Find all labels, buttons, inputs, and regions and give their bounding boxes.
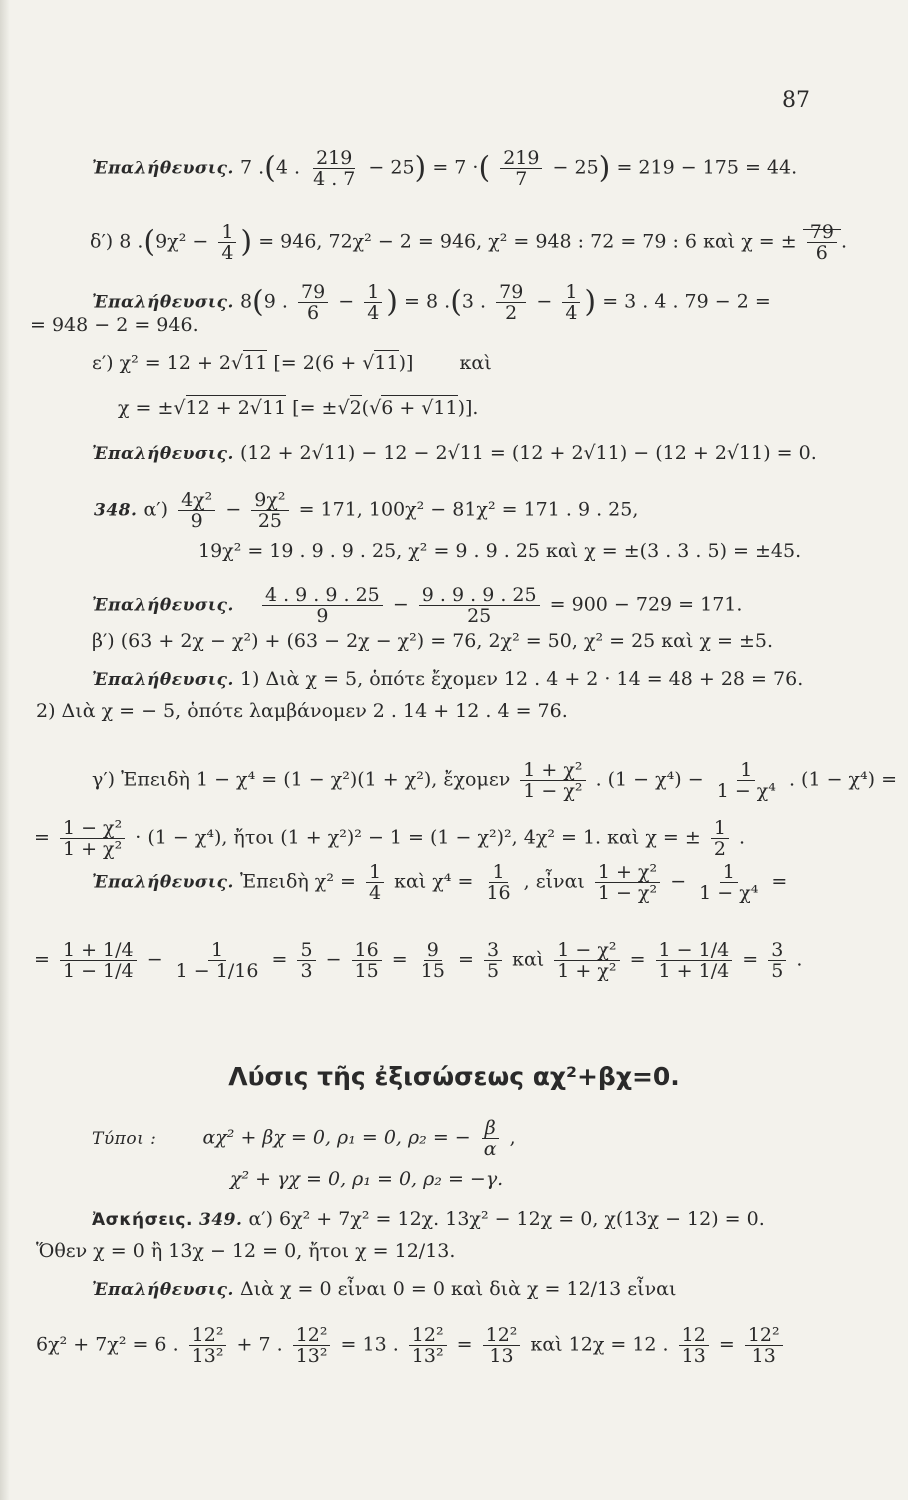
verification-label: Ἐπαλήθευσις. [92, 292, 234, 313]
numerator: 1 − 1/4 [656, 940, 733, 961]
expr: − 25 [368, 156, 415, 179]
sqrt-radicand: 11 [243, 352, 268, 374]
denominator: 1 − χ⁴ [716, 780, 776, 802]
sqrt-radicand: 12 + 2√11 [185, 397, 287, 419]
numerator: 1 [208, 940, 226, 961]
fraction [714, 760, 779, 801]
numerator: 1 [364, 282, 382, 303]
fraction [251, 490, 288, 531]
verification-label: Ἐπαλήθευσις. [92, 670, 234, 690]
denominator: 13² [411, 1345, 444, 1367]
exercise-epsilon [92, 352, 492, 374]
numerator: 12² [189, 1325, 227, 1346]
exercise-gamma [92, 760, 897, 801]
denominator: 25 [467, 605, 492, 627]
exercise-348-result: 19χ² = 19 . 9 . 9 . 25, χ² = 9 . 9 . 25 καὶ χ = ±(3 . 3 . 5) = ±45. [198, 540, 802, 562]
expr: 3 . [461, 290, 487, 313]
denominator: 13 [751, 1345, 776, 1367]
fraction [745, 1325, 783, 1366]
fraction [483, 862, 513, 903]
expr: [= ±√ [292, 397, 350, 419]
denominator: 7 [515, 168, 528, 190]
fraction [218, 222, 236, 263]
fraction [60, 940, 137, 981]
fraction [366, 862, 384, 903]
expr: − [146, 948, 163, 971]
expr: − [325, 948, 342, 971]
expr: . [738, 826, 745, 849]
denominator: 16 [486, 882, 511, 904]
numerator: 79 [496, 282, 526, 303]
denominator: 6 [307, 302, 320, 324]
numerator: 4 . 9 . 9 . 25 [262, 585, 383, 606]
fraction [484, 940, 502, 981]
denominator: 9 [316, 605, 329, 627]
numerator: 1 + χ² [595, 862, 660, 883]
formula-line-1 [92, 1118, 516, 1159]
sqrt-radicand: 6 + √11 [381, 397, 458, 419]
numerator: 79 [298, 282, 328, 303]
denominator: 4 [221, 242, 234, 264]
denominator: 1 − 1/4 [62, 960, 134, 982]
expr: [= 2(6 + √ [273, 352, 375, 374]
expr: = [629, 948, 646, 971]
expr: = 13 . [340, 1333, 399, 1356]
denominator: 4 [368, 882, 382, 904]
numerator: 1 − χ² [554, 940, 619, 961]
fraction [711, 818, 729, 859]
fraction [352, 940, 382, 981]
exercise-number: 349. [199, 1210, 243, 1230]
fraction [554, 940, 619, 981]
expr: . (1 − χ⁴) − [595, 768, 704, 791]
exercise-number: 348. [94, 500, 138, 521]
fraction [364, 282, 382, 323]
numerator: 1 + χ² [520, 760, 585, 781]
expr: 4 . [275, 156, 301, 179]
exercise-349-result: Ὅθεν χ = 0 ἢ 13χ − 12 = 0, ἤτοι χ = 12/13. [36, 1240, 456, 1262]
expr: = 171, 100χ² − 81χ² = 171 . 9 . 25, [298, 498, 639, 521]
denominator: 1 − 1/16 [175, 960, 259, 982]
numerator: 12 [679, 1325, 709, 1346]
expr: αχ² + βχ = 0, ρ₁ = 0, ρ₂ = − [202, 1126, 471, 1149]
verification-line-5 [92, 668, 803, 691]
expr: = [742, 948, 759, 971]
denominator: 9 [190, 510, 203, 532]
numerator: 79 [807, 222, 837, 243]
formula-line-2: χ² + γχ = 0, ρ₁ = 0, ρ₂ = −γ. [230, 1168, 504, 1190]
expr: = [271, 948, 288, 971]
numerator: 12² [483, 1325, 521, 1346]
exercise-348 [94, 490, 638, 531]
expr: − [392, 593, 409, 616]
fraction [409, 1325, 447, 1366]
denominator: 2 [713, 838, 726, 860]
expr: = [391, 948, 408, 971]
fraction [173, 940, 262, 981]
expr: α′) 6χ² + 7χ² = 12χ. 13χ² − 12χ = 0, χ(13χ − 12) = 0. [248, 1208, 765, 1230]
verification-label: Ἐπαλήθευσις. [92, 872, 234, 893]
fraction [483, 1325, 521, 1366]
fraction [297, 940, 315, 981]
verification-fractions [34, 940, 802, 981]
denominator: 13 [489, 1345, 514, 1367]
expr: 9 . [263, 290, 288, 313]
denominator: 4 . 7 [313, 168, 356, 190]
expr: 7 . [239, 156, 265, 179]
numerator: 3 [484, 940, 502, 961]
numerator: 9χ² [251, 490, 288, 511]
expr: (12 + 2√11) − 12 − 2√11 = (12 + 2√11) − (12 + 2√11) = 0. [239, 442, 817, 464]
sqrt-radicand: 2 [349, 397, 362, 419]
denominator: 5 [771, 960, 784, 982]
numerator: 1 [218, 222, 236, 243]
denominator: 4 [565, 302, 578, 324]
denominator: 1 − χ² [597, 882, 658, 904]
denominator: 13² [191, 1345, 224, 1367]
expr: )]. [457, 397, 479, 419]
numerator: 1 + 1/4 [60, 940, 137, 961]
numerator: 9 [424, 940, 442, 961]
numerator: 1 [366, 862, 384, 883]
expr: − [225, 498, 242, 521]
fraction [419, 585, 540, 626]
expr: = 946, 72χ² − 2 = 946, χ² = 948 : 72 = 79 : 6 καὶ χ = ± [258, 230, 797, 253]
fraction [310, 148, 358, 189]
expr: γ′) Ἐπειδὴ 1 − χ⁴ = (1 − χ²)(1 + χ²), ἔχομεν [92, 768, 511, 791]
fraction [500, 148, 542, 189]
expr: = 8 . [404, 290, 451, 313]
fraction [178, 490, 215, 531]
exercise-beta: β′) (63 + 2χ − χ²) + (63 − 2χ − χ²) = 76, 2χ² = 50, χ² = 25 καὶ χ = ±5. [92, 630, 774, 652]
fraction [562, 282, 580, 323]
denominator: 25 [257, 510, 282, 532]
fraction [807, 222, 837, 263]
verification-line-6 [92, 862, 787, 903]
numerator: β [482, 1118, 499, 1139]
sqrt [803, 221, 841, 264]
expr: (√ [361, 397, 382, 419]
numerator: 12² [409, 1325, 447, 1346]
verification-line-3 [92, 442, 817, 465]
numerator: 1 − χ² [60, 818, 125, 839]
fraction [189, 1325, 227, 1366]
denominator: 3 [300, 960, 313, 982]
numerator: 1 [711, 818, 729, 839]
fraction [679, 1325, 709, 1366]
verification-label: Ἐπαλήθευσις. [92, 444, 234, 464]
page-edge [0, 0, 10, 1500]
verification-label: Ἐπαλήθευσις. [92, 158, 234, 179]
fraction [293, 1325, 331, 1366]
expr: , εἶναι [523, 870, 585, 893]
verification-label: Ἐπαλήθευσις. [92, 595, 234, 616]
expr: = [34, 826, 50, 849]
expr: − 25 [552, 156, 599, 179]
expr: 9χ² − [155, 230, 209, 253]
expr: καὶ [512, 948, 545, 971]
expr: − [338, 290, 355, 313]
expr: Διὰ χ = 0 εἶναι 0 = 0 καὶ διὰ χ = 12/13 εἶναι [239, 1278, 677, 1300]
verification-line-1: Ἐπαλήθευσις. 7 .(4 . $\frac{219}{4 . 7}$ − 25) = 7 ·( $\frac{219}{7}$ − 25) = 219 − 175 = 44. [92, 147, 798, 190]
sqrt-radicand: 11 [374, 352, 399, 374]
numerator: 3 [768, 940, 786, 961]
fraction [696, 862, 761, 903]
section-heading: Λύσις τῆς ἐξισώσεως αχ²+βχ=0. [228, 1062, 680, 1091]
expr: 8 [239, 290, 253, 313]
verification-case-2: 2) Διὰ χ = − 5, ὁπότε λαμβάνομεν 2 . 14 + 12 . 4 = 76. [36, 700, 568, 722]
expr: 1) Διὰ χ = 5, ὁπότε ἔχομεν 12 . 4 + 2 · 14 = 48 + 28 = 76. [239, 668, 804, 690]
numerator: 219 [313, 148, 355, 169]
denominator: 4 [367, 302, 380, 324]
conjunction: καὶ [459, 352, 492, 374]
fraction [481, 1118, 500, 1159]
expr: = [456, 1333, 473, 1356]
numerator: 12² [293, 1325, 331, 1346]
expr: = [718, 1333, 735, 1356]
denominator: 1 + χ² [62, 838, 123, 860]
exercises-label: Ἀσκήσεις. [92, 1210, 193, 1230]
fraction [768, 940, 786, 981]
verification-line-7 [92, 1278, 676, 1301]
exercise-delta: δ′) 8 .(9χ² − $\frac{1}{4}$ ) = 946, 72χ² − 2 = 946, χ² = 948 : 72 = 79 : 6 καὶ χ = ± $\frac{79}{6}$ . [90, 221, 847, 264]
page-number: 87 [782, 88, 810, 113]
numerator: 1 [562, 282, 580, 303]
numerator: 1 [489, 862, 507, 883]
expr: )] [398, 352, 414, 374]
denominator: α [483, 1138, 497, 1160]
expr: χ = ±√ [118, 397, 186, 419]
expr: − [536, 290, 553, 313]
expr: = [771, 870, 788, 893]
numerator: 16 [352, 940, 382, 961]
expr: · (1 − χ⁴), ἤτοι (1 + χ²)² − 1 = (1 − χ²)², 4χ² = 1. καὶ χ = ± [135, 826, 701, 849]
epsilon-result [118, 397, 478, 419]
expr: , [509, 1126, 516, 1149]
expr: Ἐπειδὴ χ² = [239, 870, 356, 893]
denominator: 1 + 1/4 [658, 960, 730, 982]
numerator: 5 [297, 940, 315, 961]
expr: − [670, 870, 687, 893]
verification-line-4 [92, 585, 742, 626]
numerator: 12² [745, 1325, 783, 1346]
expr: . (1 − χ⁴) = [788, 768, 898, 791]
expr: καὶ 12χ = 12 . [530, 1333, 669, 1356]
types-label: Τύποι : [92, 1128, 157, 1149]
expr: + 7 . [236, 1333, 283, 1356]
fraction [418, 940, 448, 981]
denominator: 15 [354, 960, 379, 982]
expr: α′) [143, 498, 169, 521]
denominator: 1 + χ² [557, 960, 617, 982]
expr: . [796, 948, 803, 971]
expr: = [457, 948, 474, 971]
numerator: 1 [737, 760, 755, 781]
numerator: 9 . 9 . 9 . 25 [419, 585, 540, 606]
denominator: 15 [420, 960, 445, 982]
gamma-continuation [34, 818, 745, 859]
fraction [520, 760, 585, 801]
continuation-line: = 948 − 2 = 946. [30, 314, 199, 336]
fraction [496, 282, 526, 323]
denominator: 13² [295, 1345, 328, 1367]
numerator: 4χ² [178, 490, 215, 511]
fraction [60, 818, 125, 859]
expr: 6χ² + 7χ² = 6 . [36, 1333, 179, 1356]
denominator: 6 [815, 242, 828, 264]
verification-line-8 [36, 1325, 787, 1366]
exercise-349 [92, 1208, 765, 1231]
fraction [298, 282, 328, 323]
fraction [262, 585, 383, 626]
expr: = 7 · [432, 156, 479, 179]
fraction [595, 862, 660, 903]
expr: = 900 − 729 = 171. [549, 593, 743, 616]
expr: δ′) 8 . [90, 230, 144, 253]
verification-label: Ἐπαλήθευσις. [92, 1280, 234, 1300]
fraction [656, 940, 733, 981]
expr: = 3 . 4 . 79 − 2 = [602, 290, 771, 313]
numerator: 219 [500, 148, 542, 169]
denominator: 5 [486, 960, 500, 982]
expr: = [34, 948, 50, 971]
verification-line-2: Ἐπαλήθευσις. 8(9 . $\frac{79}{6}$ − $\frac{1}{4}$ ) = 8 .(3 . $\frac{79}{2}$ − $\frac{1}{4}$ ) = 3 . 4 . 79 − 2 = [92, 281, 771, 324]
numerator: 1 [720, 862, 738, 883]
expr: καὶ χ⁴ = [394, 870, 474, 893]
expr: = 219 − 175 = 44. [616, 156, 798, 179]
denominator: 13 [681, 1345, 706, 1367]
expr: ε′) χ² = 12 + 2√ [92, 352, 244, 374]
denominator: 2 [505, 302, 518, 324]
denominator: 1 − χ² [523, 780, 583, 802]
denominator: 1 − χ⁴ [699, 882, 759, 904]
